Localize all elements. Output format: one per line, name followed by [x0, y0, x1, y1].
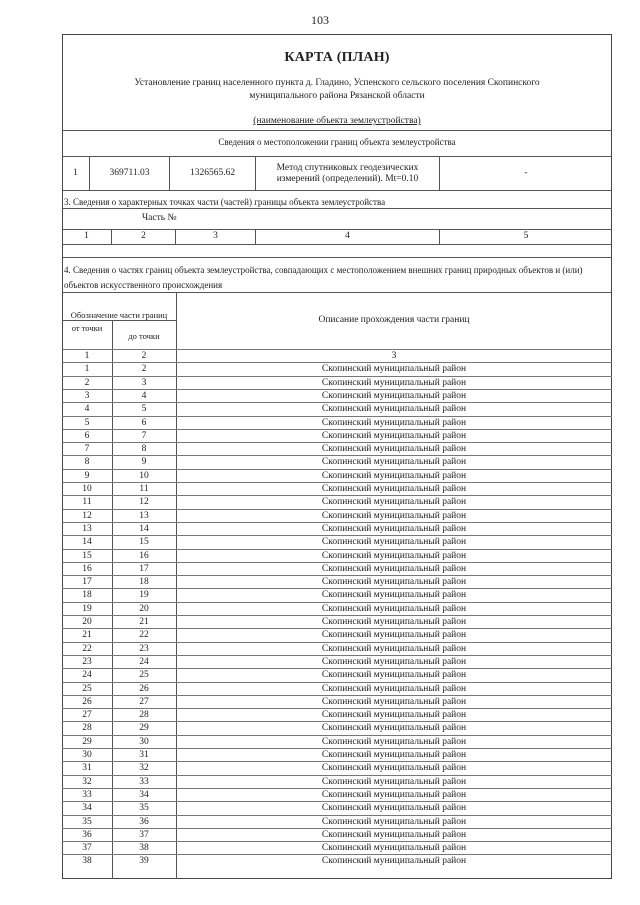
from-point: 1: [84, 364, 90, 375]
table-row: [62, 695, 612, 708]
to-point: 36: [139, 816, 149, 827]
to-point: 18: [139, 577, 149, 588]
divider: [62, 208, 612, 209]
to-point: 24: [139, 656, 149, 667]
boundary-description: Скопинский муниципальный район: [321, 829, 467, 840]
col-5: 5: [523, 231, 529, 241]
section3-heading: 3. Сведения о характерных точках части (частей) границы объекта землеустройства: [64, 197, 386, 207]
boundary-description: Скопинский муниципальный район: [321, 789, 467, 800]
table-row: [62, 442, 612, 455]
table-row: [62, 535, 612, 548]
to-point: 2: [141, 351, 147, 361]
to-point: 17: [139, 563, 149, 574]
table-row: [62, 815, 612, 828]
table-row: [62, 655, 612, 668]
table-row: [62, 562, 612, 575]
boundary-description: Скопинский муниципальный район: [321, 763, 467, 774]
from-point: 37: [82, 843, 92, 854]
table-row: [62, 469, 612, 482]
from-point: 23: [82, 656, 92, 667]
to-point: 26: [139, 683, 149, 694]
boundary-description: Скопинский муниципальный район: [321, 523, 467, 534]
table-row: [62, 588, 612, 601]
from-point: 29: [82, 736, 92, 747]
table-row: [62, 854, 612, 867]
to-point: 32: [139, 763, 149, 774]
from-point: 2: [84, 377, 90, 388]
boundary-table-header: [62, 310, 612, 350]
col-2: 2: [112, 229, 176, 244]
boundary-description: Скопинский муниципальный район: [321, 696, 467, 707]
to-header: до точки: [128, 331, 160, 341]
boundary-description: Скопинский муниципальный район: [321, 364, 467, 375]
boundary-description: Скопинский муниципальный район: [321, 603, 467, 614]
from-point: 12: [82, 510, 92, 521]
divider: [62, 130, 612, 131]
boundary-description: Скопинский муниципальный район: [321, 590, 467, 601]
table-row: [62, 775, 612, 788]
to-point: 35: [139, 803, 149, 814]
boundary-description: Скопинский муниципальный район: [321, 537, 467, 548]
object-name-label: (наименование объекта землеустройства): [253, 116, 421, 126]
boundary-description: Скопинский муниципальный район: [321, 444, 467, 455]
coord-y: 1326565.62: [170, 157, 256, 190]
table-row: [62, 482, 612, 495]
boundary-description: Скопинский муниципальный район: [321, 577, 467, 588]
divider: [62, 190, 612, 191]
to-point: 3: [141, 377, 147, 388]
to-point: 19: [139, 590, 149, 601]
table-row: [62, 708, 612, 721]
boundary-description: Скопинский муниципальный район: [321, 404, 467, 415]
table-row: [62, 455, 612, 468]
table-numbering-row: [62, 349, 612, 362]
page-number: 103: [311, 13, 329, 27]
to-point: 11: [139, 484, 149, 494]
divider: [62, 292, 612, 293]
table-row: [62, 549, 612, 562]
from-point: 9: [84, 470, 90, 481]
boundary-description: Скопинский муниципальный район: [321, 736, 467, 747]
part-number-label: Часть №: [142, 213, 177, 223]
table-row: [62, 642, 612, 655]
from-point: 33: [82, 789, 92, 800]
boundary-description: Скопинский муниципальный район: [321, 710, 467, 721]
table-row: [62, 801, 612, 814]
from-point: 6: [84, 430, 90, 441]
coord-method: Метод спутниковых геодезических измерений (определений). Mt=0.10: [256, 157, 440, 190]
to-point: 28: [139, 710, 149, 721]
from-point: 3: [84, 390, 90, 401]
to-point: 27: [139, 696, 149, 707]
coordinate-row: [62, 157, 612, 190]
from-header: от точки: [71, 323, 103, 333]
from-point: 24: [82, 670, 92, 681]
to-point: 13: [139, 510, 149, 521]
boundary-description: Скопинский муниципальный район: [321, 856, 467, 867]
to-point: 22: [139, 630, 149, 641]
coord-dash: -: [524, 168, 528, 178]
from-point: 26: [82, 696, 92, 707]
from-point: 35: [82, 816, 92, 827]
to-point: 34: [139, 789, 149, 800]
boundary-description: Скопинский муниципальный район: [321, 656, 467, 667]
boundary-description: Скопинский муниципальный район: [321, 617, 467, 627]
to-point: 21: [139, 617, 149, 627]
from-point: 27: [82, 710, 92, 721]
from-point: 15: [82, 550, 92, 561]
from-point: 5: [84, 417, 90, 428]
to-point: 9: [141, 457, 147, 468]
to-point: 29: [139, 723, 149, 734]
from-point: 34: [82, 803, 92, 814]
to-point: 31: [139, 750, 149, 760]
from-point: 7: [84, 444, 90, 455]
from-point: 22: [82, 643, 92, 654]
section4-heading: 4. Сведения о частях границ объекта землеустройства, совпадающих с местоположением внешних границ природных объектов и (или) объектов искусственного происхождения: [64, 265, 583, 290]
to-point: 2: [141, 364, 147, 375]
from-point: 20: [82, 617, 92, 627]
from-point: 36: [82, 829, 92, 840]
from-point: 19: [82, 603, 92, 614]
boundary-description: Скопинский муниципальный район: [321, 723, 467, 734]
boundary-description: Скопинский муниципальный район: [321, 843, 467, 854]
to-point: 25: [139, 670, 149, 681]
boundary-description: Скопинский муниципальный район: [321, 670, 467, 681]
table-row: [62, 682, 612, 695]
table-row: [62, 376, 612, 389]
boundary-description: Скопинский муниципальный район: [321, 430, 467, 441]
object-description: Установление границ населенного пункта д. Гладино, Успенского сельского поселения Скопинского муниципального района Рязанской области: [134, 78, 540, 101]
table-row: [62, 628, 612, 641]
divider: [62, 257, 612, 258]
to-point: 16: [139, 550, 149, 561]
from-point: 38: [82, 856, 92, 867]
from-point: 13: [82, 523, 92, 534]
designation-header: Обозначение части границ: [70, 310, 168, 320]
divider: [62, 244, 612, 245]
divider: [62, 320, 176, 321]
from-point: 14: [82, 537, 92, 548]
from-point: 30: [82, 750, 92, 760]
boundary-description: Скопинский муниципальный район: [321, 630, 467, 641]
from-point: 1: [84, 351, 90, 361]
from-point: 17: [82, 577, 92, 588]
from-point: 10: [82, 484, 92, 494]
coord-x: 369711.03: [90, 157, 170, 190]
table-row: [62, 495, 612, 508]
boundary-description: Скопинский муниципальный район: [321, 750, 467, 760]
boundary-description: Скопинский муниципальный район: [321, 470, 467, 481]
table-row: [62, 602, 612, 615]
boundary-description: 3: [391, 351, 397, 361]
table-row: [62, 721, 612, 734]
boundary-description: Скопинский муниципальный район: [321, 550, 467, 561]
table-row: [62, 416, 612, 429]
table-row: [62, 402, 612, 415]
from-point: 25: [82, 683, 92, 694]
from-point: 21: [82, 630, 92, 641]
table-row: [62, 575, 612, 588]
table-row: [62, 761, 612, 774]
boundary-description: Скопинский муниципальный район: [321, 417, 467, 428]
boundary-description: Скопинский муниципальный район: [321, 390, 467, 401]
to-point: 38: [139, 843, 149, 854]
table-row: [62, 668, 612, 681]
table-row: [62, 735, 612, 748]
table-row: [62, 841, 612, 854]
from-point: 32: [82, 776, 92, 787]
table-row: [62, 522, 612, 535]
col-1: 1: [62, 229, 112, 244]
table-row: [62, 429, 612, 442]
to-point: 8: [141, 444, 147, 455]
boundary-description: Скопинский муниципальный район: [321, 643, 467, 654]
boundary-description: Скопинский муниципальный район: [321, 377, 467, 388]
table-row: [62, 748, 612, 761]
table-row: [62, 509, 612, 522]
table-row: [62, 615, 612, 628]
from-point: 31: [82, 763, 92, 774]
to-point: 39: [139, 856, 149, 867]
from-point: 28: [82, 723, 92, 734]
to-point: 5: [141, 404, 147, 415]
to-point: 37: [139, 829, 149, 840]
to-point: 7: [141, 430, 147, 441]
boundary-description: Скопинский муниципальный район: [321, 803, 467, 814]
to-point: 10: [139, 470, 149, 481]
table-row: [62, 362, 612, 375]
table-row: [62, 788, 612, 801]
coord-num: 1: [62, 157, 90, 190]
boundary-description: Скопинский муниципальный район: [321, 816, 467, 827]
to-point: 6: [141, 417, 147, 428]
table-row: [62, 389, 612, 402]
boundary-description: Скопинский муниципальный район: [321, 497, 467, 508]
map-title: КАРТА (ПЛАН): [284, 50, 390, 65]
to-point: 12: [139, 497, 149, 508]
boundary-description: Скопинский муниципальный район: [321, 484, 467, 494]
from-point: 8: [84, 457, 90, 468]
to-point: 30: [139, 736, 149, 747]
boundary-description: Скопинский муниципальный район: [321, 776, 467, 787]
to-point: 15: [139, 537, 149, 548]
boundary-description: Скопинский муниципальный район: [321, 457, 467, 468]
boundary-description: Скопинский муниципальный район: [321, 683, 467, 694]
to-point: 20: [139, 603, 149, 614]
from-point: 18: [82, 590, 92, 601]
table-row: [62, 828, 612, 841]
from-point: 4: [84, 404, 90, 415]
from-point: 11: [82, 497, 92, 508]
section-location-heading: Сведения о местоположении границ объекта землеустройства: [218, 137, 456, 147]
to-point: 33: [139, 776, 149, 787]
to-point: 23: [139, 643, 149, 654]
col-3: 3: [176, 229, 256, 244]
boundary-description: Скопинский муниципальный район: [321, 510, 467, 521]
to-point: 14: [139, 523, 149, 534]
from-point: 16: [82, 563, 92, 574]
points-table-header: [62, 229, 612, 244]
description-header: Описание прохождения части границ: [318, 315, 470, 325]
to-point: 4: [141, 390, 147, 401]
boundary-description: Скопинский муниципальный район: [321, 563, 467, 574]
col-4: 4: [256, 229, 440, 244]
